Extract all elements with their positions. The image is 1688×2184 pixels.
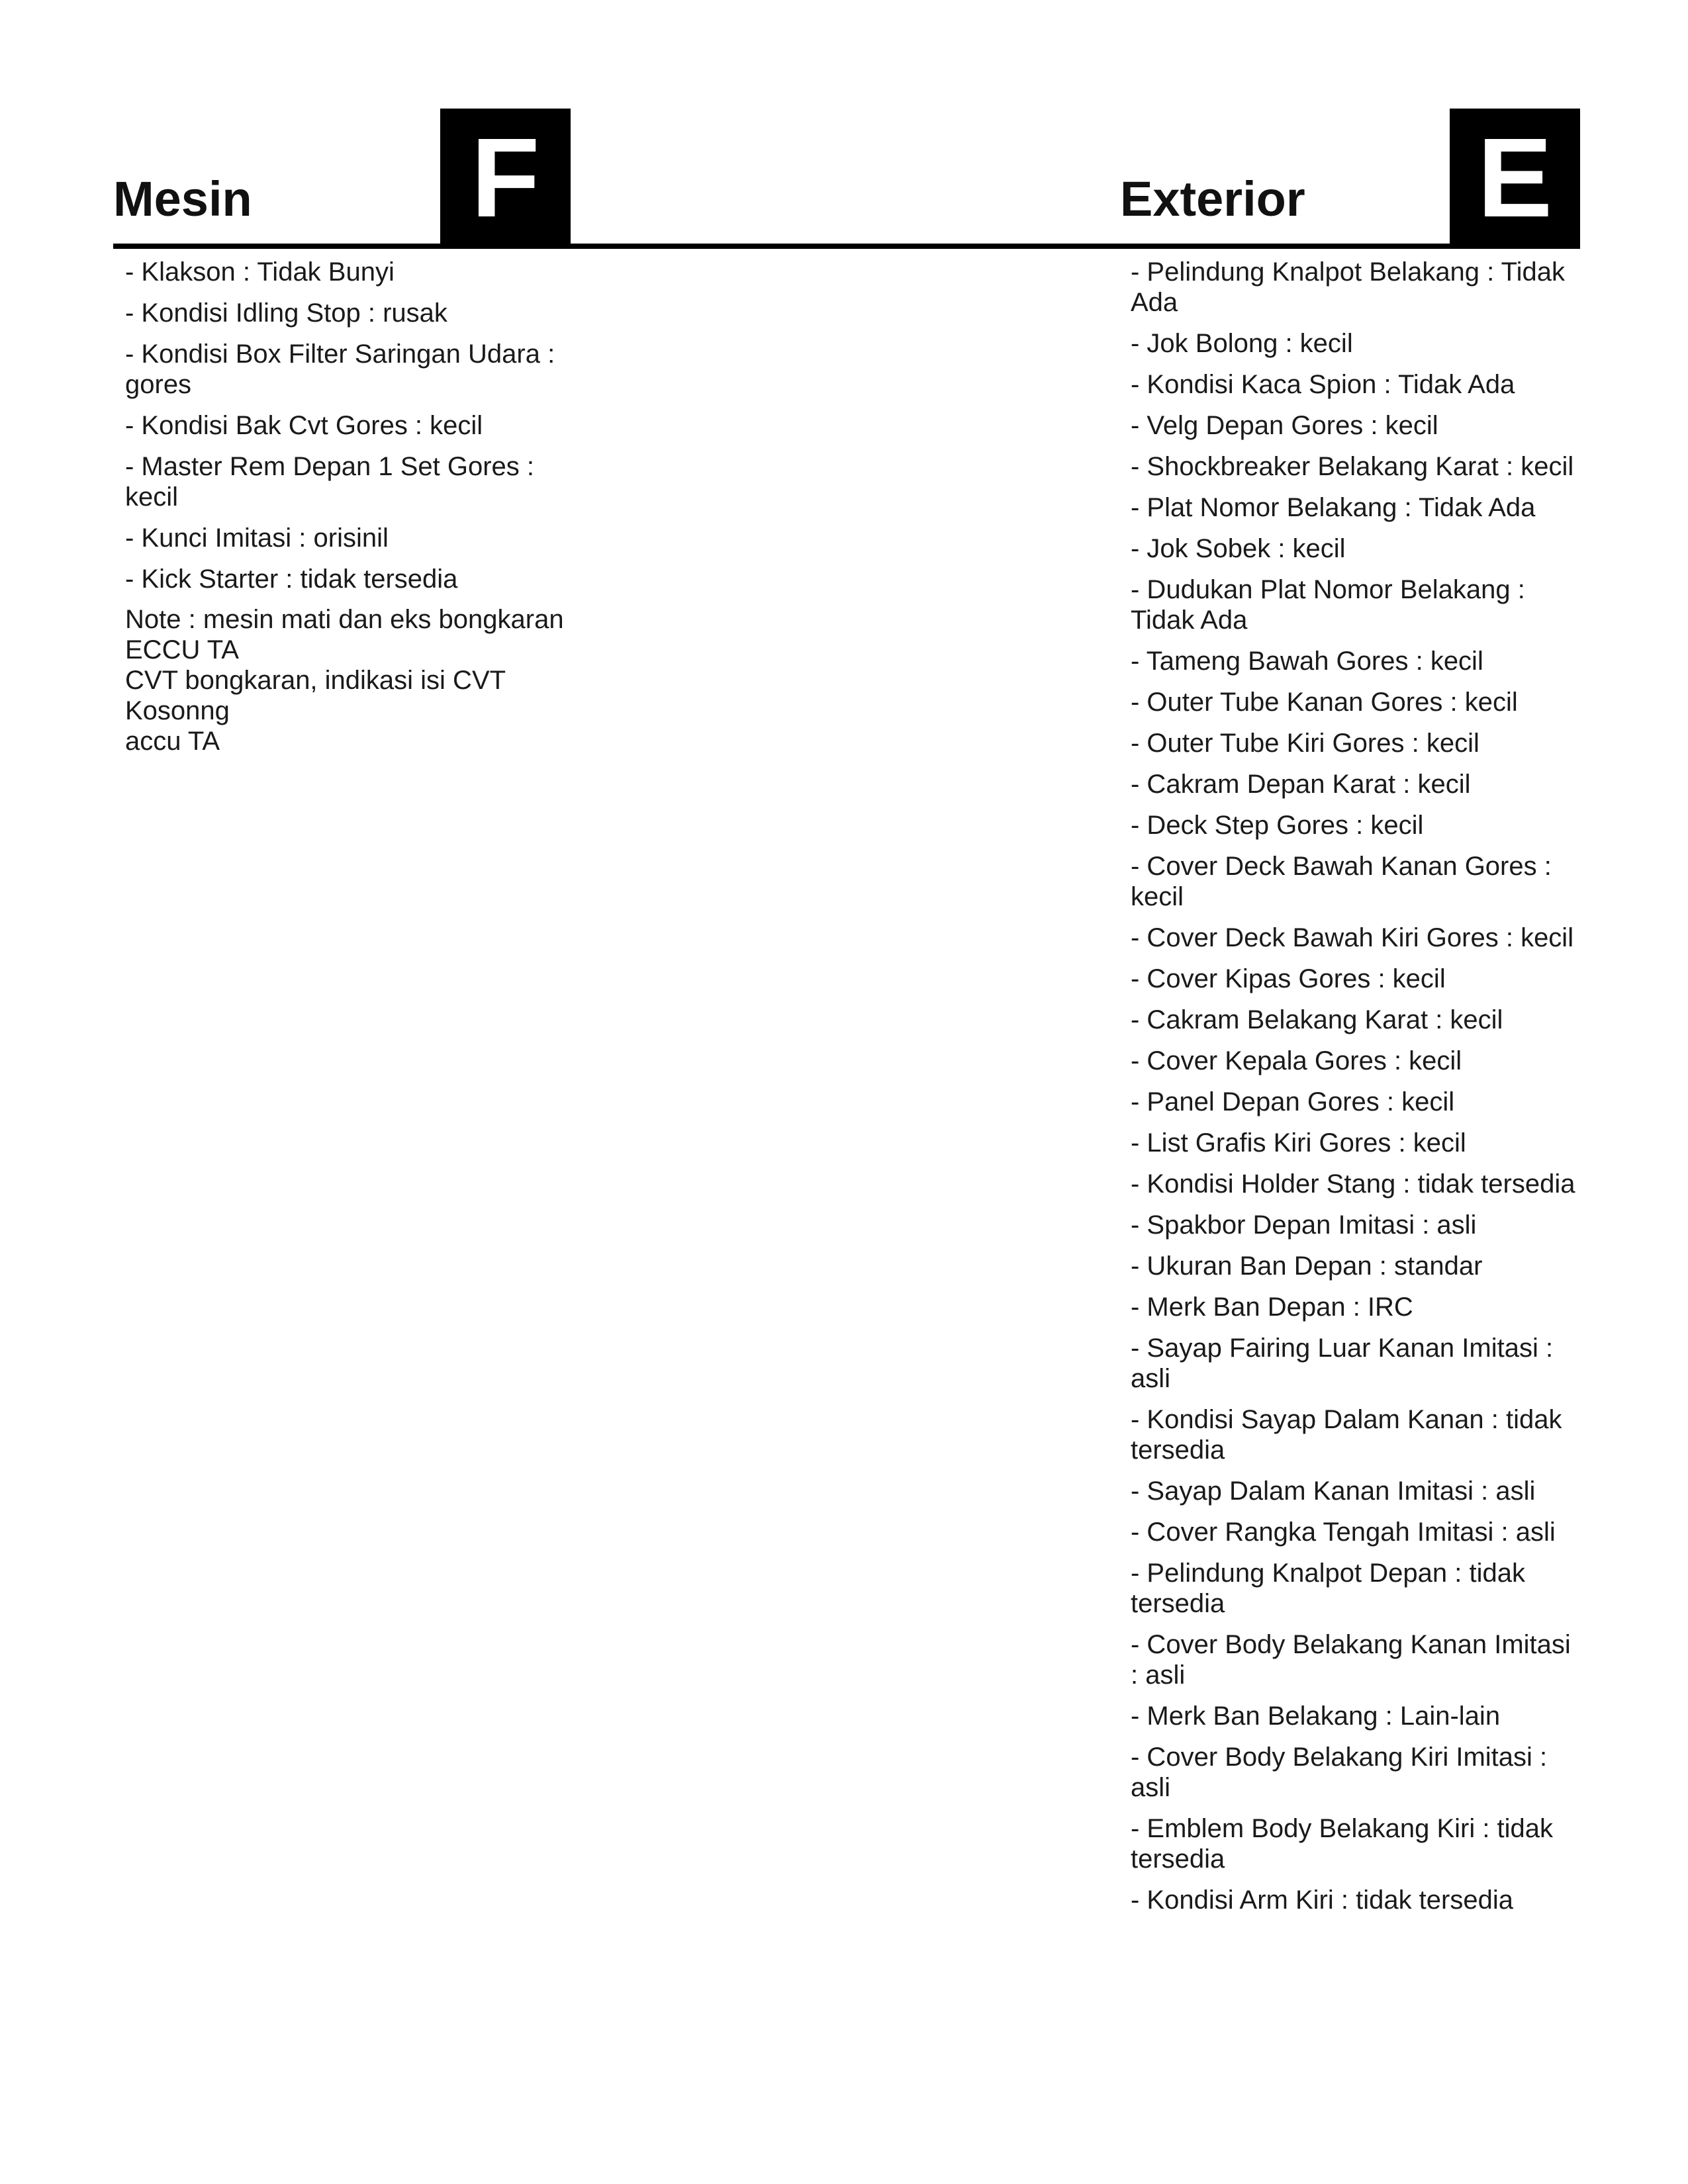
- exterior-item-list: [1131, 257, 1581, 1926]
- exterior-item: - Cover Deck Bawah Kiri Gores : kecil: [1131, 923, 1574, 952]
- exterior-item: - Dudukan Plat Nomor Belakang : Tidak Ada: [1131, 575, 1525, 635]
- mesin-note: [125, 604, 588, 756]
- mesin-item-list: [125, 257, 575, 605]
- exterior-item: - Sayap Dalam Kanan Imitasi : asli: [1131, 1477, 1536, 1506]
- exterior-item: - Jok Bolong : kecil: [1131, 329, 1353, 358]
- exterior-item: - Velg Depan Gores : kecil: [1131, 411, 1438, 440]
- exterior-item: - Cover Kepala Gores : kecil: [1131, 1046, 1462, 1075]
- exterior-item: - Kondisi Kaca Spion : Tidak Ada: [1131, 370, 1515, 399]
- exterior-item: - Outer Tube Kanan Gores : kecil: [1131, 688, 1518, 717]
- exterior-item: - Emblem Body Belakang Kiri : tidak tersedia: [1131, 1814, 1554, 1874]
- exterior-item: - List Grafis Kiri Gores : kecil: [1131, 1128, 1466, 1158]
- mesin-item: - Kondisi Idling Stop : rusak: [125, 298, 447, 328]
- exterior-item: - Merk Ban Depan : IRC: [1131, 1293, 1413, 1322]
- exterior-item: - Deck Step Gores : kecil: [1131, 811, 1424, 840]
- mesin-item: - Kick Starter : tidak tersedia: [125, 565, 458, 594]
- exterior-item: - Jok Sobek : kecil: [1131, 534, 1346, 563]
- mesin-item: - Master Rem Depan 1 Set Gores : kecil: [125, 452, 535, 512]
- mesin-item: - Kunci Imitasi : orisinil: [125, 523, 389, 553]
- exterior-item: - Pelindung Knalpot Belakang : Tidak Ada: [1131, 257, 1565, 317]
- exterior-item: - Cover Body Belakang Kiri Imitasi : asli: [1131, 1743, 1548, 1802]
- exterior-item: - Cover Body Belakang Kanan Imitasi : asli: [1131, 1630, 1571, 1690]
- mesin-note-line: accu TA: [125, 727, 220, 756]
- exterior-item: - Kondisi Sayap Dalam Kanan : tidak tersedia: [1131, 1405, 1562, 1465]
- exterior-item: - Tameng Bawah Gores : kecil: [1131, 647, 1483, 676]
- exterior-item: - Ukuran Ban Depan : standar: [1131, 1251, 1483, 1281]
- exterior-item: - Sayap Fairing Luar Kanan Imitasi : asli: [1131, 1334, 1554, 1393]
- exterior-item: - Outer Tube Kiri Gores : kecil: [1131, 729, 1479, 758]
- exterior-item: - Merk Ban Belakang : Lain-lain: [1131, 1702, 1501, 1731]
- exterior-section-letter-badge: E: [1450, 109, 1580, 246]
- mesin-section-title: Mesin: [113, 171, 252, 226]
- mesin-note-line: Note : mesin mati dan eks bongkaran: [125, 605, 564, 634]
- mesin-item: - Kondisi Box Filter Saringan Udara : gores: [125, 340, 555, 399]
- mesin-section-letter-badge: F: [440, 109, 571, 246]
- mesin-item: - Kondisi Bak Cvt Gores : kecil: [125, 411, 483, 440]
- mesin-note-line: CVT bongkaran, indikasi isi CVT Kosonng: [125, 666, 506, 725]
- exterior-item: - Spakbor Depan Imitasi : asli: [1131, 1210, 1477, 1240]
- exterior-item: - Cakram Belakang Karat : kecil: [1131, 1005, 1503, 1034]
- exterior-section-title: Exterior: [1120, 171, 1305, 226]
- exterior-item: - Cover Deck Bawah Kanan Gores : kecil: [1131, 852, 1552, 911]
- mesin-note-line: ECCU TA: [125, 635, 239, 664]
- exterior-item: - Cakram Depan Karat : kecil: [1131, 770, 1471, 799]
- header-divider: [113, 244, 1580, 249]
- exterior-item: - Plat Nomor Belakang : Tidak Ada: [1131, 493, 1536, 522]
- exterior-item: - Pelindung Knalpot Depan : tidak tersedia: [1131, 1559, 1525, 1618]
- exterior-item: - Shockbreaker Belakang Karat : kecil: [1131, 452, 1574, 481]
- exterior-item: - Kondisi Arm Kiri : tidak tersedia: [1131, 1886, 1513, 1915]
- exterior-item: - Kondisi Holder Stang : tidak tersedia: [1131, 1169, 1575, 1199]
- exterior-item: - Cover Rangka Tengah Imitasi : asli: [1131, 1518, 1556, 1547]
- exterior-item: - Cover Kipas Gores : kecil: [1131, 964, 1446, 993]
- exterior-item: - Panel Depan Gores : kecil: [1131, 1087, 1455, 1116]
- mesin-item: - Klakson : Tidak Bunyi: [125, 257, 395, 287]
